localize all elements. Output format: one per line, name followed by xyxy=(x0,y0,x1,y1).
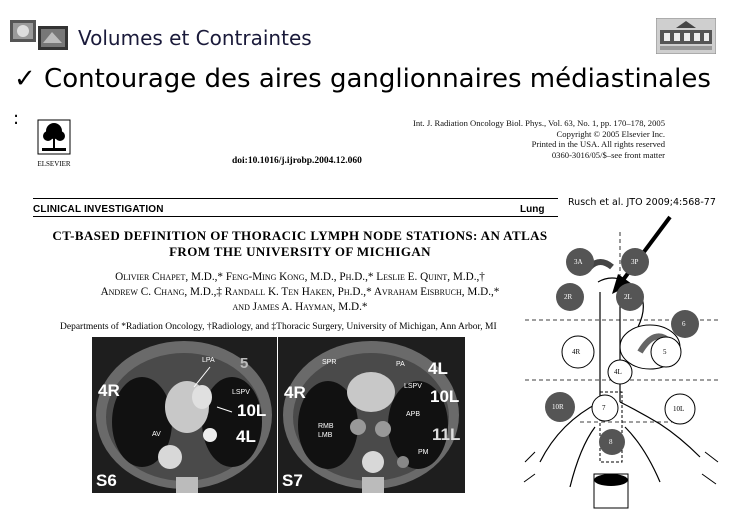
node-label: 4R xyxy=(572,348,581,356)
station-label: AV xyxy=(152,431,161,438)
node-label: 10L xyxy=(673,405,685,413)
station-label: 4R xyxy=(98,381,120,400)
author-line: and James A. Hayman, M.D.* xyxy=(232,301,368,313)
journal-line: Printed in the USA. All rights reserved xyxy=(531,139,665,149)
station-label: 11L xyxy=(432,425,461,444)
station-label: LMB xyxy=(318,432,333,439)
node-label: 3A xyxy=(574,258,583,266)
journal-line: Int. J. Radiation Oncology Biol. Phys., Vol. 63, No. 1, pp. 170–178, 2005 xyxy=(412,118,665,128)
header-thumbnail-image xyxy=(10,18,70,52)
station-label: 10L xyxy=(430,387,460,406)
journal-citation xyxy=(305,118,665,160)
node-label: 4L xyxy=(614,368,622,376)
slice-label: S6 xyxy=(96,471,117,490)
station-label: LSPV xyxy=(404,383,422,390)
ct-image-s7 xyxy=(278,337,465,493)
lymph-node-station-diagram xyxy=(520,212,725,512)
station-label: 5 xyxy=(240,355,249,372)
station-label: APB xyxy=(406,411,421,418)
node-label: 3P xyxy=(631,258,639,266)
station-label: SPR xyxy=(322,359,337,366)
elsevier-logo xyxy=(28,118,80,168)
station-label: LSPV xyxy=(232,389,250,396)
station-label: 10L xyxy=(237,401,267,420)
author-list xyxy=(40,270,560,315)
divider xyxy=(33,198,558,199)
ct-image-s6 xyxy=(92,337,277,493)
category-label: Lung xyxy=(520,204,545,215)
node-label: 8 xyxy=(609,438,613,446)
station-label: RMB xyxy=(318,423,334,430)
department-affiliations: Departments of *Radiation Oncology, †Radiology, and ‡Thoracic Surgery, University of Michigan, Ann Arbor, MI xyxy=(60,322,497,332)
doi-text: doi:10.1016/j.ijrobp.2004.12.060 xyxy=(232,156,362,166)
station-label: 4L xyxy=(428,359,448,378)
node-label: 2L xyxy=(624,293,632,301)
node-label: 6 xyxy=(682,320,686,328)
station-label: PA xyxy=(396,361,405,368)
station-label: PM xyxy=(418,449,429,456)
station-label: 4L xyxy=(236,427,256,446)
journal-line: 0360-3016/05/$–see front matter xyxy=(551,149,665,160)
author-line: Andrew C. Chang, M.D.,‡ Randall K. Ten Haken, Ph.D.,* Avraham Eisbruch, M.D.,* xyxy=(100,286,500,298)
node-label: 5 xyxy=(663,348,667,356)
section-heading: CLINICAL INVESTIGATION xyxy=(33,204,164,215)
section-title: Volumes et Contraintes xyxy=(78,26,312,50)
article-title: CT-BASED DEFINITION OF THORACIC LYMPH NODE STATIONS: AN ATLAS FROM THE UNIVERSITY OF MICHIGAN xyxy=(52,228,548,259)
node-label: 10R xyxy=(552,403,564,411)
elsevier-wordmark: ELSEVIER xyxy=(37,160,71,168)
institution-logo xyxy=(656,18,716,54)
node-label: 7 xyxy=(602,404,606,412)
station-label: 4R xyxy=(284,383,306,402)
slice-label: S7 xyxy=(282,471,303,490)
colon-marker: : xyxy=(13,108,20,129)
author-line: Olivier Chapet, M.D.,* Feng-Ming Kong, M.D., Ph.D.,* Leslie E. Quint, M.D.,† xyxy=(115,271,485,283)
station-label: LPA xyxy=(202,357,215,364)
divider xyxy=(33,216,558,217)
journal-line: Copyright © 2005 Elsevier Inc. xyxy=(556,128,665,139)
diagram-reference: Rusch et al. JTO 2009;4:568-77 xyxy=(568,197,716,208)
slide-title: ✓ Contourage des aires ganglionnaires médiastinales xyxy=(14,64,711,94)
node-label: 2R xyxy=(564,293,573,301)
